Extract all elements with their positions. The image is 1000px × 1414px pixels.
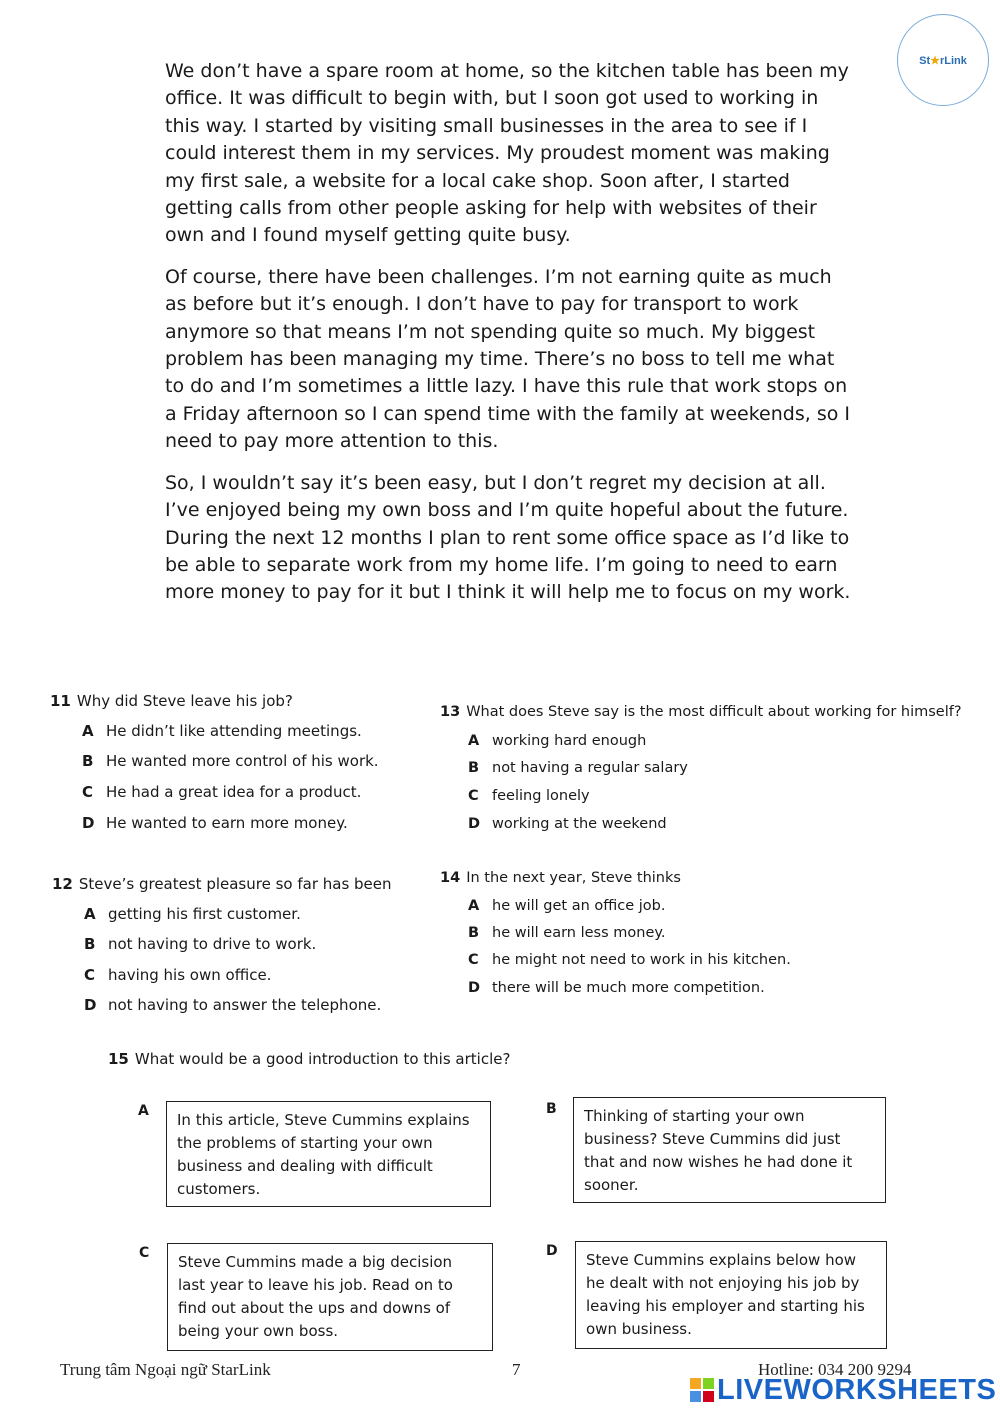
question-14 [440,870,791,996]
question-15-option-a[interactable]: In this article, Steve Cummins explains the problems of starting your own business and dealing with difficult customers. [166,1101,491,1207]
liveworksheets-wordmark: LIVEWORKSHEETS [717,1373,997,1406]
question-13-option-c[interactable]: C feeling lonely [468,788,590,804]
liveworksheets-brand[interactable] [690,1375,996,1405]
article-text [165,58,855,607]
question-13-stem: 13 What does Steve say is the most difficult about working for himself? [440,704,962,720]
question-11-option-d[interactable]: D He wanted to earn more money. [82,814,348,832]
footer-page-number: 7 [512,1360,521,1379]
question-11-option-a[interactable]: A He didn’t like attending meetings. [82,722,362,740]
question-12-option-a[interactable]: A getting his first customer. [84,905,301,923]
question-11 [50,692,379,832]
question-11-stem: 11 Why did Steve leave his job? [50,692,293,710]
question-12 [52,875,392,1014]
question-15-letter-c: C [139,1245,150,1261]
question-15-letter-b: B [546,1101,557,1117]
starlink-logo-text: St★rLink [919,54,967,67]
question-12-stem: 12 Steve’s greatest pleasure so far has been [52,875,392,893]
article-paragraph-1: We don’t have a spare room at home, so the kitchen table has been my office. It was difficult to begin with, but I soon got used to working in this way. I started by visiting small businesses in the area to see if I could interest them in my services. My proudest moment was making my first sale, a website for a local cake shop. Soon after, I started getting calls from other people asking for help with websites of their own and I found myself getting quite busy. [165,60,849,247]
footer-center-name: Trung tâm Ngoại ngữ StarLink [60,1360,271,1379]
question-12-option-b[interactable]: B not having to drive to work. [84,935,317,953]
question-15-letter-a: A [138,1103,149,1119]
article-paragraph-3: So, I wouldn’t say it’s been easy, but I don’t regret my decision at all. I’ve enjoyed being my own boss and I’m quite hopeful about the future. During the next 12 months I plan to rent some office space as I’d like to be able to separate work from my home life. I’m going to need to earn more money to pay for it but I think it will help me to focus on my work. [165,471,851,604]
question-14-option-d[interactable]: D there will be much more competition. [468,980,765,996]
question-11-option-c[interactable]: C He had a great idea for a product. [82,783,362,801]
question-14-option-a[interactable]: A he will get an office job. [468,898,666,914]
question-12-option-d[interactable]: D not having to answer the telephone. [84,996,382,1014]
question-15-option-b[interactable]: Thinking of starting your own business? Steve Cummins did just that and now wishes he had done it sooner. [573,1097,886,1203]
question-14-option-c[interactable]: C he might not need to work in his kitchen. [468,952,791,968]
question-13-option-d[interactable]: D working at the weekend [468,816,667,832]
question-15-letter-d: D [546,1243,558,1259]
starlink-logo [897,14,989,106]
star-icon: ★ [930,54,940,67]
footer-hotline: Hotline: 034 200 9294 [758,1360,912,1379]
question-11-option-b[interactable]: B He wanted more control of his work. [82,752,379,770]
question-13 [440,704,962,832]
question-14-option-b[interactable]: B he will earn less money. [468,925,666,941]
question-13-option-a[interactable]: A working hard enough [468,733,647,749]
question-15-option-c[interactable]: Steve Cummins made a big decision last year to leave his job. Read on to find out about the ups and downs of being your own boss. [167,1243,493,1351]
article-paragraph-2: Of course, there have been challenges. I’m not earning quite as much as before but it’s enough. I don’t have to pay for transport to work anymore so that means I’m not spending quite so much. My biggest problem has been managing my time. There’s no boss to tell me what to do and I’m sometimes a little lazy. I have this rule that work stops on a Friday afternoon so I can spend time with the family at weekends, so I need to pay more attention to this. [165,265,850,453]
question-14-stem: 14 In the next year, Steve thinks [440,870,681,886]
liveworksheets-grid-icon [690,1378,714,1402]
question-15-option-d[interactable]: Steve Cummins explains below how he dealt with not enjoying his job by leaving his employer and starting his own business. [575,1241,887,1349]
question-13-option-b[interactable]: B not having a regular salary [468,760,688,776]
question-12-option-c[interactable]: C having his own office. [84,966,272,984]
question-15-stem: 15 What would be a good introduction to this article? [108,1050,511,1068]
